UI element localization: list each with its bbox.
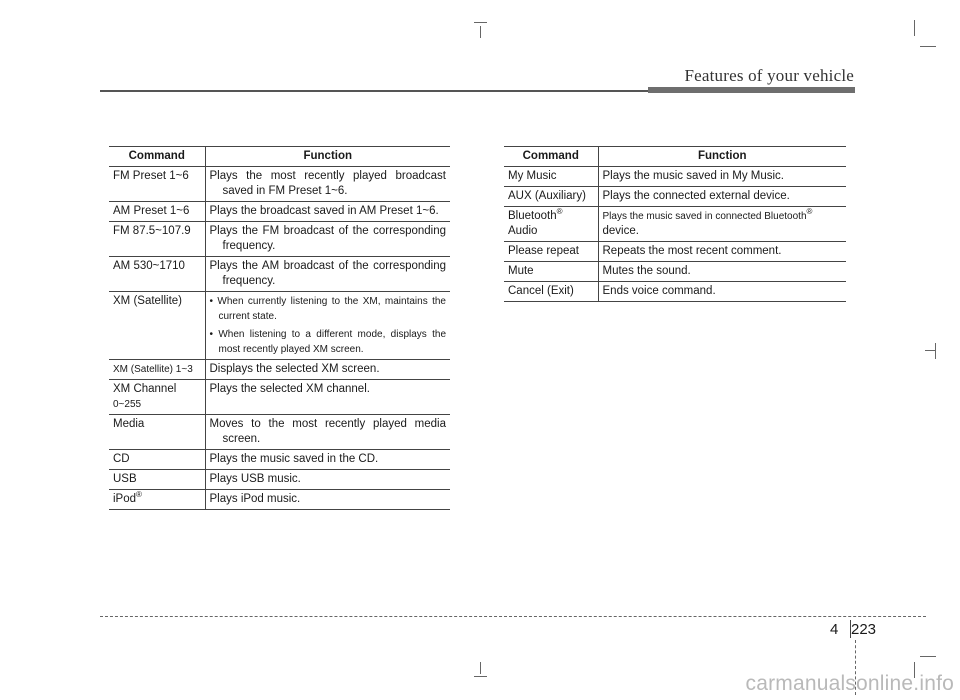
- command-cell: [109, 490, 205, 510]
- table-row: [109, 167, 450, 202]
- right-command-table: [504, 146, 846, 302]
- crop-mark-right-mid-bar: [925, 350, 936, 351]
- table-row: [109, 257, 450, 292]
- table-row: [504, 262, 846, 282]
- command-cell: FM 87.5~107.9: [109, 222, 205, 257]
- crop-mark-top-center-bar: [474, 22, 487, 23]
- command-cell: AM Preset 1~6: [109, 202, 205, 222]
- table-row: [109, 360, 450, 380]
- function-cell: Repeats the most recent comment.: [598, 242, 846, 262]
- function-cell: Plays the selected XM channel.: [205, 380, 450, 415]
- table-row: [109, 222, 450, 257]
- command-text: XM Channel: [113, 383, 177, 395]
- watermark: carmanualsonline.info: [745, 672, 954, 695]
- function-cell: Plays the music saved in My Music.: [598, 167, 846, 187]
- command-cell: XM (Satellite): [109, 292, 205, 360]
- function-cell: Ends voice command.: [598, 282, 846, 302]
- command-cell: Mute: [504, 262, 598, 282]
- function-text: Plays the most recently played broadcast saved in FM Preset 1~6.: [209, 170, 446, 197]
- table-row: [504, 167, 846, 187]
- section-number: 4: [830, 621, 839, 638]
- function-cell: [205, 292, 450, 360]
- command-cell: AUX (Auxiliary): [504, 187, 598, 207]
- command-text: Bluetooth: [508, 210, 557, 222]
- function-cell: Plays the connected external device.: [598, 187, 846, 207]
- registered-mark: ®: [556, 207, 563, 217]
- column-header-command: Command: [504, 147, 598, 167]
- crop-mark-bottom-right-bar: [920, 656, 936, 657]
- crop-mark-right-mid: [935, 343, 936, 359]
- column-header-command: Command: [109, 147, 205, 167]
- column-header-function: Function: [598, 147, 846, 167]
- crop-mark-bottom-center-bar: [474, 676, 487, 677]
- table-row: [504, 207, 846, 242]
- command-cell: FM Preset 1~6: [109, 167, 205, 202]
- command-cell: [504, 207, 598, 242]
- bullet-icon: •: [209, 329, 219, 340]
- page-number: 223: [851, 621, 877, 638]
- crop-mark-top-right: [914, 20, 915, 36]
- crop-mark-top-center: [480, 26, 481, 38]
- table-row: [109, 292, 450, 360]
- table-row: [109, 450, 450, 470]
- command-cell: My Music: [504, 167, 598, 187]
- command-text: iPod: [113, 493, 137, 505]
- crop-mark-bottom-center: [480, 662, 481, 674]
- bullet-item: • When listening to a different mode, displays the most recently played XM screen.: [209, 329, 447, 355]
- function-cell: [205, 222, 450, 257]
- left-command-table: [109, 146, 450, 510]
- function-text: Plays the AM broadcast of the corresponding frequency.: [209, 260, 446, 287]
- table-row: [504, 282, 846, 302]
- function-text: Plays the FM broadcast of the corresponding frequency.: [209, 225, 446, 252]
- command-cell: Cancel (Exit): [504, 282, 598, 302]
- function-cell: Displays the selected XM screen.: [205, 360, 450, 380]
- registered-mark: ®: [806, 207, 813, 217]
- command-cell: Please repeat: [504, 242, 598, 262]
- table-row: [109, 490, 450, 510]
- function-cell: Mutes the sound.: [598, 262, 846, 282]
- function-text-end: device.: [602, 225, 639, 237]
- bullet-item: • When currently listening to the XM, maintains the current state.: [209, 296, 446, 322]
- function-cell: Plays iPod music.: [205, 490, 450, 510]
- command-cell: AM 530~1710: [109, 257, 205, 292]
- crop-mark-top-right-bar: [920, 46, 936, 47]
- table-row: [504, 242, 846, 262]
- registered-mark: ®: [136, 490, 142, 500]
- function-cell: [205, 167, 450, 202]
- header-bar: [648, 87, 855, 93]
- column-header-function: Function: [205, 147, 450, 167]
- function-text: Plays the music saved in connected Bluetooth: [602, 211, 807, 222]
- command-subtext: Audio: [508, 225, 538, 237]
- command-subtext: 0~255: [113, 399, 142, 410]
- table-row: [109, 380, 450, 415]
- function-cell: [205, 415, 450, 450]
- table-header-row: [109, 147, 450, 167]
- command-cell: USB: [109, 470, 205, 490]
- table-header-row: [504, 147, 846, 167]
- table-row: [109, 470, 450, 490]
- footer-dashed-rule: [100, 616, 926, 617]
- function-text: Moves to the most recently played media screen.: [209, 418, 446, 445]
- function-cell: [598, 207, 846, 242]
- command-cell: Media: [109, 415, 205, 450]
- table-row: [109, 202, 450, 222]
- table-row: [109, 415, 450, 450]
- function-cell: [205, 257, 450, 292]
- command-cell: [109, 380, 205, 415]
- command-cell: XM (Satellite) 1~3: [109, 360, 205, 380]
- function-cell: Plays the music saved in the CD.: [205, 450, 450, 470]
- command-cell: CD: [109, 450, 205, 470]
- function-cell: Plays the broadcast saved in AM Preset 1~6.: [205, 202, 450, 222]
- bullet-icon: •: [209, 296, 218, 307]
- header-rule: [100, 90, 648, 92]
- function-cell: Plays USB music.: [205, 470, 450, 490]
- page-header-title: Features of your vehicle: [684, 66, 854, 85]
- table-row: [504, 187, 846, 207]
